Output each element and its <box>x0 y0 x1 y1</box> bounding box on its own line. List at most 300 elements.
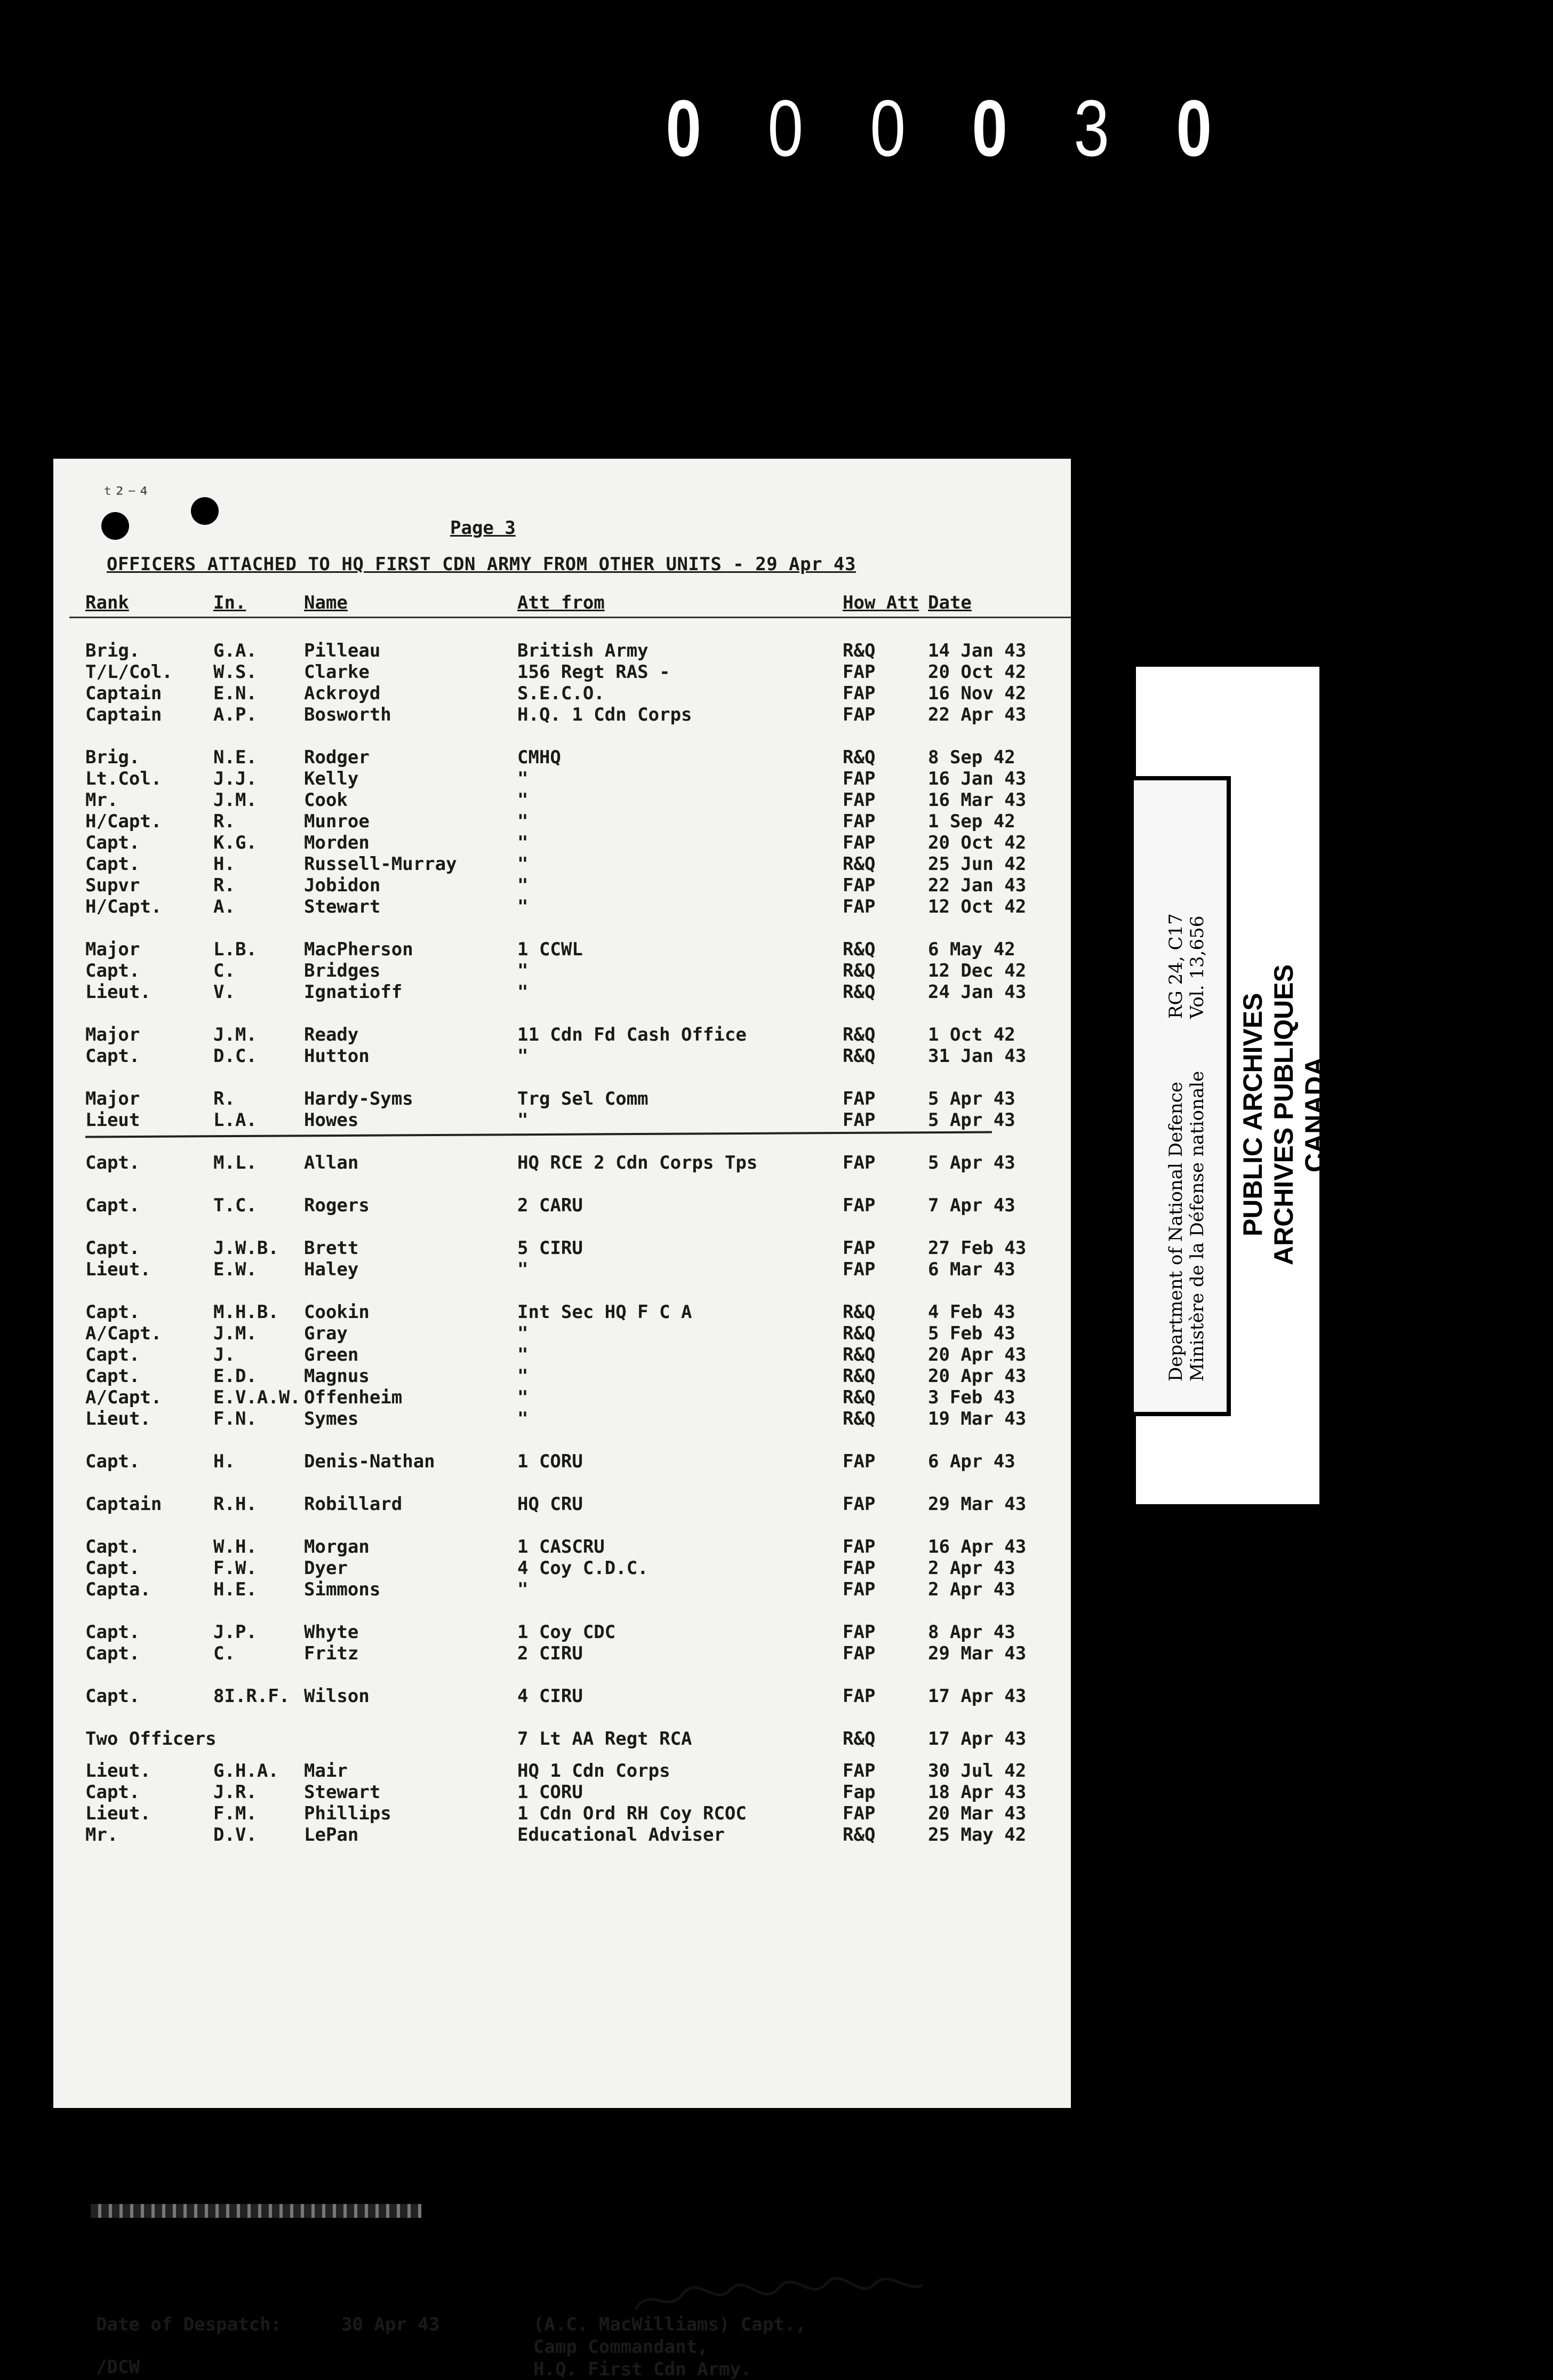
table-row <box>53 1558 1071 1579</box>
row-name: Kelly <box>304 768 359 789</box>
row-how-att: R&Q <box>843 939 876 960</box>
archive-digit: 3 <box>1074 83 1110 173</box>
row-att-from: 7 Lt AA Regt RCA <box>517 1728 692 1750</box>
row-name: Morgan <box>304 1536 370 1558</box>
row-name: Haley <box>304 1259 359 1280</box>
row-rank: Capt. <box>85 1536 140 1558</box>
header-att-from: Att from <box>517 592 605 613</box>
row-att-from: British Army <box>517 640 649 661</box>
row-date: 1 Sep 42 <box>928 811 1015 832</box>
row-att-from: 1 CORU <box>517 1451 583 1472</box>
row-how-att: R&Q <box>843 853 876 875</box>
row-name: Munroe <box>304 811 370 832</box>
row-init: G.H.A. <box>213 1760 279 1782</box>
row-att-from: " <box>517 1579 529 1600</box>
row-rank: Capt. <box>85 1365 140 1387</box>
row-att-from: 1 Cdn Ord RH Coy RCOC <box>517 1803 747 1824</box>
row-rank: Capt. <box>85 1195 140 1216</box>
table-row <box>53 640 1071 661</box>
row-att-from: 4 CIRU <box>517 1686 583 1707</box>
row-rank: Lieut <box>85 1109 140 1131</box>
row-date: 3 Feb 43 <box>928 1387 1015 1408</box>
row-init: H.E. <box>213 1579 257 1600</box>
row-name: Denis-Nathan <box>304 1451 435 1472</box>
row-name: Allan <box>304 1152 359 1173</box>
row-how-att: R&Q <box>843 1344 876 1365</box>
header-name: Name <box>304 592 348 613</box>
row-date: 14 Jan 43 <box>928 640 1027 661</box>
row-how-att: R&Q <box>843 1365 876 1387</box>
row-name: Ready <box>304 1024 359 1045</box>
signature-scribble <box>629 2269 929 2318</box>
row-name: Russell-Murray <box>304 853 457 875</box>
row-att-from: " <box>517 875 529 896</box>
row-name: Simmons <box>304 1579 381 1600</box>
row-name: Stewart <box>304 1782 381 1803</box>
row-init: E.D. <box>213 1365 257 1387</box>
row-how-att: FAP <box>843 832 876 853</box>
row-name: Bridges <box>304 960 381 981</box>
row-init: 8I.R.F. <box>213 1686 290 1707</box>
row-how-att: FAP <box>843 1643 876 1664</box>
row-rank: Lt.Col. <box>85 768 162 789</box>
row-init: D.V. <box>213 1824 257 1846</box>
table-row <box>53 939 1071 960</box>
header-date: Date <box>928 592 972 613</box>
table-row <box>53 1728 1071 1750</box>
row-name: Hutton <box>304 1045 370 1067</box>
row-att-from: " <box>517 1365 529 1387</box>
header-how-att: How Att <box>843 592 919 613</box>
row-date: 5 Apr 43 <box>928 1152 1015 1173</box>
table-header <box>53 592 1071 617</box>
row-init: J.R. <box>213 1782 257 1803</box>
row-init: J.M. <box>213 789 257 811</box>
row-rank: Captain <box>85 1494 162 1515</box>
row-how-att: R&Q <box>843 1408 876 1429</box>
row-name: Howes <box>304 1109 359 1131</box>
row-rank: T/L/Col. <box>85 661 173 683</box>
table-row <box>53 1803 1071 1824</box>
row-how-att: FAP <box>843 1686 876 1707</box>
row-init: W.H. <box>213 1536 257 1558</box>
row-att-from: " <box>517 1408 529 1429</box>
row-how-att: FAP <box>843 896 876 917</box>
table-row <box>53 1408 1071 1429</box>
row-date: 2 Apr 43 <box>928 1558 1015 1579</box>
archive-digit: 0 <box>869 83 906 173</box>
table-row <box>53 1782 1071 1803</box>
row-name: Whyte <box>304 1622 359 1643</box>
page-label: Page 3 <box>450 517 516 539</box>
table-row <box>53 1824 1071 1846</box>
row-how-att: FAP <box>843 683 876 704</box>
row-init: F.M. <box>213 1803 257 1824</box>
row-att-from: " <box>517 981 529 1003</box>
signatory-name: (A.C. MacWilliams) Capt., <box>533 2314 806 2335</box>
typist-initials: /DCW <box>96 2357 140 2378</box>
stamp-public-archives <box>1237 928 1330 1301</box>
table-row <box>53 1152 1071 1173</box>
signature <box>629 2269 929 2318</box>
table-row <box>53 704 1071 725</box>
stamp-dept-en: Department of National Defence <box>1165 1082 1187 1381</box>
stamp-vol: Vol. 13,656 <box>1187 915 1208 1019</box>
row-att-from: Trg Sel Comm <box>517 1088 649 1109</box>
row-rank: Major <box>85 1088 140 1109</box>
table-row <box>53 1451 1071 1472</box>
row-att-from: " <box>517 768 529 789</box>
row-att-from: H.Q. 1 Cdn Corps <box>517 704 692 725</box>
row-date: 29 Mar 43 <box>928 1494 1027 1515</box>
row-rank: Capt. <box>85 1237 140 1259</box>
row-name: Rodger <box>304 747 370 768</box>
row-name: Pilleau <box>304 640 381 661</box>
row-init: J. <box>213 1344 235 1365</box>
row-name: Jobidon <box>304 875 381 896</box>
row-name: Bosworth <box>304 704 391 725</box>
row-att-from: " <box>517 1387 529 1408</box>
table-row <box>53 1195 1071 1216</box>
stamp-country: CANADA <box>1300 1057 1330 1173</box>
row-init: F.N. <box>213 1408 257 1429</box>
row-date: 12 Oct 42 <box>928 896 1027 917</box>
row-name: Hardy-Syms <box>304 1088 413 1109</box>
row-date: 6 Apr 43 <box>928 1451 1015 1472</box>
row-init: J.P. <box>213 1622 257 1643</box>
stamp-pa-fr: ARCHIVES PUBLIQUES <box>1269 964 1299 1265</box>
row-init: L.B. <box>213 939 257 960</box>
row-date: 20 Mar 43 <box>928 1803 1027 1824</box>
header-rank: Rank <box>85 592 129 613</box>
row-how-att: Fap <box>843 1782 876 1803</box>
row-init: D.C. <box>213 1045 257 1067</box>
header-init: In. <box>213 592 246 613</box>
row-rank: Mr. <box>85 1824 118 1846</box>
row-att-from: " <box>517 789 529 811</box>
table-row <box>53 1622 1071 1643</box>
table-row <box>53 1760 1071 1782</box>
row-name: Brett <box>304 1237 359 1259</box>
row-init: R. <box>213 875 235 896</box>
row-rank: Capt. <box>85 1686 140 1707</box>
row-init: T.C. <box>213 1195 257 1216</box>
row-rank: Lieut. <box>85 1408 151 1429</box>
row-att-from: " <box>517 1323 529 1344</box>
row-name: Green <box>304 1344 359 1365</box>
stamp-reference <box>1165 901 1208 1019</box>
row-init: C. <box>213 960 235 981</box>
row-how-att: FAP <box>843 1088 876 1109</box>
table-row <box>53 1387 1071 1408</box>
row-init: E.V.A.W. <box>213 1387 301 1408</box>
row-att-from: HQ 1 Cdn Corps <box>517 1760 670 1782</box>
row-att-from: 156 Regt RAS - <box>517 661 670 683</box>
table-row <box>53 661 1071 683</box>
row-how-att: FAP <box>843 1579 876 1600</box>
row-rank: Mr. <box>85 789 118 811</box>
despatch-date: 30 Apr 43 <box>341 2314 440 2335</box>
row-rank: Capt. <box>85 1782 140 1803</box>
row-init: J.W.B. <box>213 1237 279 1259</box>
stamp-pa-en: PUBLIC ARCHIVES <box>1238 993 1268 1237</box>
row-how-att: FAP <box>843 1451 876 1472</box>
row-att-from: " <box>517 832 529 853</box>
row-how-att: FAP <box>843 1558 876 1579</box>
row-date: 12 Dec 42 <box>928 960 1027 981</box>
row-att-from: S.E.C.O. <box>517 683 605 704</box>
row-rank: Capta. <box>85 1579 151 1600</box>
archive-number <box>661 80 1216 176</box>
punch-hole <box>191 497 219 525</box>
row-date: 6 Mar 43 <box>928 1259 1015 1280</box>
row-date: 16 Apr 43 <box>928 1536 1027 1558</box>
stamp-rg: RG 24, C17 <box>1165 913 1187 1019</box>
table-row <box>53 1643 1071 1664</box>
row-rank: Capt. <box>85 853 140 875</box>
row-name: Phillips <box>304 1803 391 1824</box>
row-init: A. <box>213 896 235 917</box>
row-date: 31 Jan 43 <box>928 1045 1027 1067</box>
row-rank: Lieut. <box>85 1803 151 1824</box>
row-how-att: R&Q <box>843 981 876 1003</box>
row-rank: Captain <box>85 683 162 704</box>
table-row <box>53 1259 1071 1280</box>
punch-hole <box>101 512 129 540</box>
row-date: 16 Mar 43 <box>928 789 1027 811</box>
row-rank: H/Capt. <box>85 811 162 832</box>
table-row <box>53 875 1071 896</box>
table-row <box>53 1045 1071 1067</box>
row-init: E.W. <box>213 1259 257 1280</box>
stamp-department <box>1165 1061 1208 1381</box>
row-rank: Lieut. <box>85 1259 151 1280</box>
row-rank: A/Capt. <box>85 1387 162 1408</box>
row-how-att: R&Q <box>843 1824 876 1846</box>
row-how-att: FAP <box>843 1760 876 1782</box>
table-row <box>53 1301 1071 1323</box>
row-date: 22 Jan 43 <box>928 875 1027 896</box>
document-page <box>53 459 1071 2380</box>
row-att-from: 11 Cdn Fd Cash Office <box>517 1024 747 1045</box>
row-name: Fritz <box>304 1643 359 1664</box>
row-init: M.L. <box>213 1152 257 1173</box>
row-how-att: FAP <box>843 1152 876 1173</box>
row-how-att: FAP <box>843 704 876 725</box>
row-att-from: 2 CIRU <box>517 1643 583 1664</box>
row-init: N.E. <box>213 747 257 768</box>
row-att-from: " <box>517 896 529 917</box>
row-date: 20 Apr 43 <box>928 1365 1027 1387</box>
row-att-from: " <box>517 1109 529 1131</box>
stamp-dept-fr: Ministère de la Défense nationale <box>1187 1071 1208 1381</box>
typed-over-line <box>91 2204 421 2218</box>
row-name: Mair <box>304 1760 348 1782</box>
row-how-att: FAP <box>843 811 876 832</box>
row-init: G.A. <box>213 640 257 661</box>
row-date: 7 Apr 43 <box>928 1195 1015 1216</box>
row-how-att: R&Q <box>843 640 876 661</box>
row-att-from: " <box>517 811 529 832</box>
row-init: R. <box>213 811 235 832</box>
row-how-att: FAP <box>843 875 876 896</box>
row-how-att: FAP <box>843 1195 876 1216</box>
row-how-att: FAP <box>843 1803 876 1824</box>
row-rank: Major <box>85 1024 140 1045</box>
table-row <box>53 981 1071 1003</box>
row-rank: Capt. <box>85 1152 140 1173</box>
row-att-from: 1 CCWL <box>517 939 583 960</box>
row-name: Robillard <box>304 1494 403 1515</box>
row-name: Morden <box>304 832 370 853</box>
row-date: 25 Jun 42 <box>928 853 1027 875</box>
row-name: Gray <box>304 1323 348 1344</box>
row-date: 8 Apr 43 <box>928 1622 1015 1643</box>
row-init: H. <box>213 853 235 875</box>
row-rank: Lieut. <box>85 1760 151 1782</box>
signatory-unit: H.Q. First Cdn Army. <box>533 2359 752 2380</box>
archive-digit: 0 <box>972 83 1008 173</box>
row-att-from: HQ RCE 2 Cdn Corps Tps <box>517 1152 758 1173</box>
row-rank: Capt. <box>85 1558 140 1579</box>
table-row <box>53 1109 1071 1131</box>
row-init: R. <box>213 1088 235 1109</box>
row-how-att: FAP <box>843 1536 876 1558</box>
row-init: J.M. <box>213 1024 257 1045</box>
row-init: V. <box>213 981 235 1003</box>
table-row <box>53 1579 1071 1600</box>
row-date: 27 Feb 43 <box>928 1237 1027 1259</box>
row-date: 5 Apr 43 <box>928 1109 1015 1131</box>
row-init: K.G. <box>213 832 257 853</box>
row-date: 17 Apr 43 <box>928 1728 1027 1750</box>
row-rank: Capt. <box>85 1622 140 1643</box>
row-rank: Brig. <box>85 747 140 768</box>
row-date: 29 Mar 43 <box>928 1643 1027 1664</box>
row-rank: Lieut. <box>85 981 151 1003</box>
row-rank: Captain <box>85 704 162 725</box>
row-rank: Supvr <box>85 875 140 896</box>
row-name: Symes <box>304 1408 359 1429</box>
table-row <box>53 1686 1071 1707</box>
table-row <box>53 1024 1071 1045</box>
table-row <box>53 1494 1071 1515</box>
row-date: 16 Nov 42 <box>928 683 1027 704</box>
document-title: OFFICERS ATTACHED TO HQ FIRST CDN ARMY FROM OTHER UNITS - 29 Apr 43 <box>107 554 856 575</box>
row-att-from: 2 CARU <box>517 1195 583 1216</box>
table-row <box>53 853 1071 875</box>
row-how-att: R&Q <box>843 960 876 981</box>
row-date: 25 May 42 <box>928 1824 1027 1846</box>
row-date: 20 Oct 42 <box>928 661 1027 683</box>
signatory-role: Camp Commandant, <box>533 2336 708 2358</box>
table-row <box>53 683 1071 704</box>
row-init: H. <box>213 1451 235 1472</box>
row-init: A.P. <box>213 704 257 725</box>
row-date: 16 Jan 43 <box>928 768 1027 789</box>
table-row <box>53 811 1071 832</box>
row-rank: Major <box>85 939 140 960</box>
table-row <box>53 896 1071 917</box>
row-rank: H/Capt. <box>85 896 162 917</box>
row-name: Magnus <box>304 1365 370 1387</box>
row-date: 22 Apr 43 <box>928 704 1027 725</box>
table-row <box>53 768 1071 789</box>
row-name: Offenheim <box>304 1387 403 1408</box>
table-row <box>53 1365 1071 1387</box>
row-how-att: FAP <box>843 1622 876 1643</box>
row-att-from: Int Sec HQ F C A <box>517 1301 692 1323</box>
row-how-att: FAP <box>843 661 876 683</box>
row-name: Wilson <box>304 1686 370 1707</box>
table-row <box>53 1344 1071 1365</box>
row-date: 1 Oct 42 <box>928 1024 1015 1045</box>
row-date: 5 Apr 43 <box>928 1088 1015 1109</box>
row-name: LePan <box>304 1824 359 1846</box>
handwritten-mark: ᵗ²⁻⁴ <box>101 483 150 506</box>
archive-digit: 0 <box>767 83 804 173</box>
row-date: 5 Feb 43 <box>928 1323 1015 1344</box>
row-date: 17 Apr 43 <box>928 1686 1027 1707</box>
archive-digit: 0 <box>666 83 702 173</box>
row-init: C. <box>213 1643 235 1664</box>
row-date: 6 May 42 <box>928 939 1015 960</box>
row-rank: Capt. <box>85 1451 140 1472</box>
row-init: F.W. <box>213 1558 257 1579</box>
row-how-att: R&Q <box>843 1301 876 1323</box>
row-init: W.S. <box>213 661 257 683</box>
row-date: 20 Oct 42 <box>928 832 1027 853</box>
row-name: Stewart <box>304 896 381 917</box>
row-name: Ignatioff <box>304 981 403 1003</box>
table-row <box>53 960 1071 981</box>
table-row <box>53 1237 1071 1259</box>
despatch-label: Date of Despatch: <box>96 2314 282 2335</box>
row-name: Ackroyd <box>304 683 381 704</box>
row-how-att: R&Q <box>843 747 876 768</box>
row-att-from: " <box>517 853 529 875</box>
row-att-from: 1 Coy CDC <box>517 1622 616 1643</box>
row-att-from: " <box>517 1259 529 1280</box>
row-rank: Capt. <box>85 1344 140 1365</box>
row-date: 18 Apr 43 <box>928 1782 1027 1803</box>
row-rank: Brig. <box>85 640 140 661</box>
row-att-from: CMHQ <box>517 747 561 768</box>
row-att-from: 1 CORU <box>517 1782 583 1803</box>
row-name: Cookin <box>304 1301 370 1323</box>
row-date: 2 Apr 43 <box>928 1579 1015 1600</box>
row-name: MacPherson <box>304 939 413 960</box>
row-init: L.A. <box>213 1109 257 1131</box>
archive-digit: 0 <box>1175 83 1212 173</box>
row-how-att: R&Q <box>843 1387 876 1408</box>
row-init: J.J. <box>213 768 257 789</box>
table-row <box>53 832 1071 853</box>
row-att-from: 4 Coy C.D.C. <box>517 1558 649 1579</box>
row-init: J.M. <box>213 1323 257 1344</box>
row-name: Cook <box>304 789 348 811</box>
row-att-from: Educational Adviser <box>517 1824 725 1846</box>
row-name: Dyer <box>304 1558 348 1579</box>
row-how-att: FAP <box>843 1237 876 1259</box>
row-how-att: FAP <box>843 789 876 811</box>
row-init: E.N. <box>213 683 257 704</box>
table-row <box>53 1088 1071 1109</box>
table-row <box>53 1323 1071 1344</box>
row-rank: Two Officers <box>85 1728 217 1750</box>
row-att-from: 5 CIRU <box>517 1237 583 1259</box>
row-att-from: HQ CRU <box>517 1494 583 1515</box>
